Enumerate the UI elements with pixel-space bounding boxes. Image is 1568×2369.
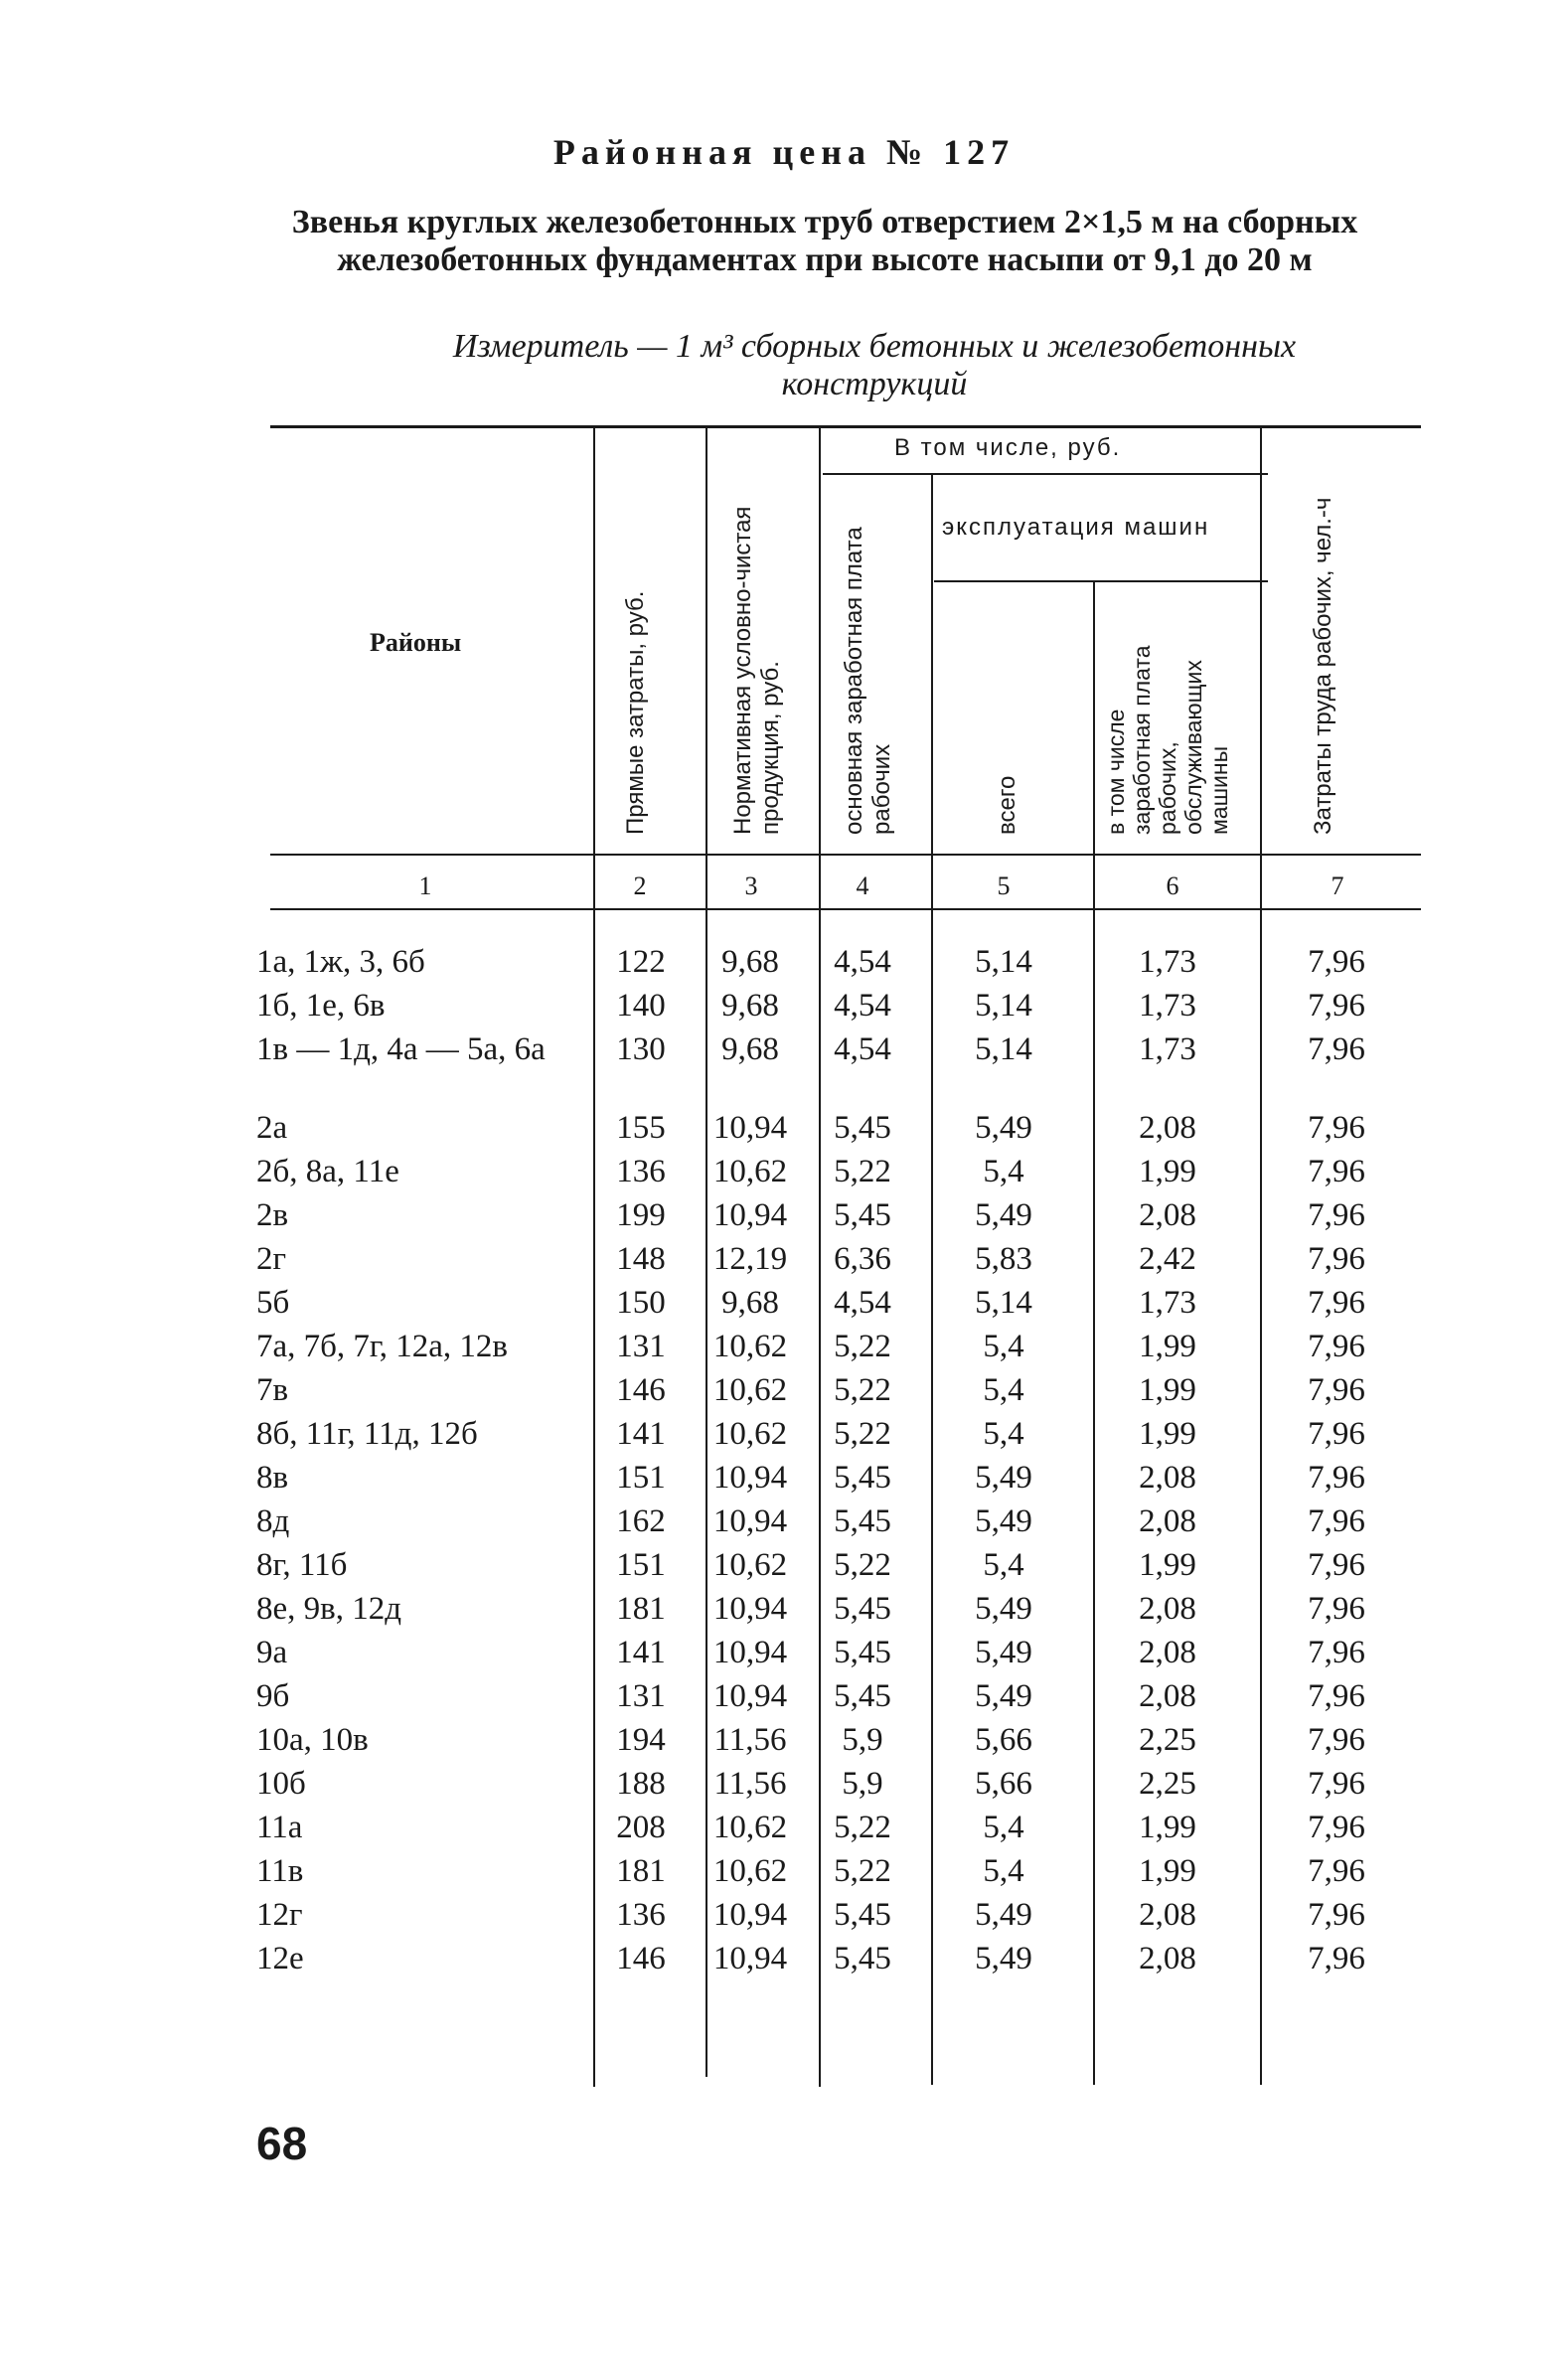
cell-rayon: 11а bbox=[256, 1810, 303, 1845]
cell-ekspluatatsiya-vsego: 5,66 bbox=[975, 1766, 1032, 1802]
cell-zatraty-truda: 7,96 bbox=[1308, 1197, 1365, 1233]
cell-osnovnaya-zarplata: 5,45 bbox=[834, 1941, 891, 1976]
table-row bbox=[0, 1503, 1568, 1547]
table-row bbox=[0, 1591, 1568, 1635]
column-number: 4 bbox=[856, 871, 869, 900]
cell-pryamye-zatraty: 151 bbox=[616, 1460, 666, 1496]
cell-osnovnaya-zarplata: 5,22 bbox=[834, 1810, 891, 1845]
cell-ekspluatatsiya-vsego: 5,14 bbox=[975, 1285, 1032, 1321]
header-normativnaya-produktsiya: Нормативная условно-чистая продукция, руб. bbox=[729, 506, 784, 835]
cell-normativnaya-produktsiya: 10,62 bbox=[712, 1853, 788, 1889]
cell-zarplata-mashinistov: 1,99 bbox=[1139, 1372, 1196, 1408]
cell-zarplata-mashinistov: 1,73 bbox=[1139, 944, 1196, 980]
table-row bbox=[0, 1941, 1568, 1984]
cell-zarplata-mashinistov: 2,08 bbox=[1139, 1897, 1196, 1933]
cell-normativnaya-produktsiya: 10,94 bbox=[712, 1591, 788, 1627]
cell-osnovnaya-zarplata: 5,22 bbox=[834, 1416, 891, 1452]
cell-zarplata-mashinistov: 2,08 bbox=[1139, 1591, 1196, 1627]
table-top-rule bbox=[270, 425, 1421, 428]
cell-ekspluatatsiya-vsego: 5,49 bbox=[975, 1591, 1032, 1627]
cell-zarplata-mashinistov: 2,25 bbox=[1139, 1766, 1196, 1802]
cell-normativnaya-produktsiya: 10,94 bbox=[712, 1503, 788, 1539]
table-row bbox=[0, 1547, 1568, 1591]
cell-ekspluatatsiya-vsego: 5,4 bbox=[983, 1416, 1024, 1452]
cell-ekspluatatsiya-vsego: 5,4 bbox=[983, 1547, 1024, 1583]
cell-rayon: 9б bbox=[256, 1678, 290, 1714]
cell-ekspluatatsiya-vsego: 5,4 bbox=[983, 1810, 1024, 1845]
table-row bbox=[0, 988, 1568, 1031]
cell-zatraty-truda: 7,96 bbox=[1308, 1591, 1365, 1627]
cell-zarplata-mashinistov: 1,73 bbox=[1139, 1285, 1196, 1321]
cell-pryamye-zatraty: 155 bbox=[616, 1110, 666, 1146]
cell-rayon: 12г bbox=[256, 1897, 303, 1933]
cell-normativnaya-produktsiya: 10,94 bbox=[712, 1897, 788, 1933]
cell-pryamye-zatraty: 130 bbox=[616, 1031, 666, 1067]
cell-pryamye-zatraty: 208 bbox=[616, 1810, 666, 1845]
cell-rayon: 8д bbox=[256, 1503, 290, 1539]
cell-zatraty-truda: 7,96 bbox=[1308, 1941, 1365, 1976]
cell-normativnaya-produktsiya: 9,68 bbox=[721, 944, 779, 980]
header-ekspluatatsiya-mashin: эксплуатация машин bbox=[942, 514, 1210, 541]
cell-zarplata-mashinistov: 2,08 bbox=[1139, 1941, 1196, 1976]
measure-unit: Измеритель — 1 м³ сборных бетонных и железобетонных конструкций bbox=[452, 328, 1297, 402]
cell-zarplata-mashinistov: 2,08 bbox=[1139, 1635, 1196, 1670]
cell-osnovnaya-zarplata: 4,54 bbox=[834, 1285, 891, 1321]
table-row bbox=[0, 1372, 1568, 1416]
cell-ekspluatatsiya-vsego: 5,14 bbox=[975, 1031, 1032, 1067]
cell-pryamye-zatraty: 188 bbox=[616, 1766, 666, 1802]
cell-zatraty-truda: 7,96 bbox=[1308, 1853, 1365, 1889]
cell-osnovnaya-zarplata: 5,9 bbox=[842, 1722, 883, 1758]
header-group-rule bbox=[823, 473, 1268, 475]
cell-osnovnaya-zarplata: 5,45 bbox=[834, 1503, 891, 1539]
header-subgroup-rule bbox=[934, 580, 1268, 582]
cell-pryamye-zatraty: 162 bbox=[616, 1503, 666, 1539]
table-row bbox=[0, 1154, 1568, 1197]
cell-pryamye-zatraty: 199 bbox=[616, 1197, 666, 1233]
table-row bbox=[0, 1853, 1568, 1897]
cell-zatraty-truda: 7,96 bbox=[1308, 1110, 1365, 1146]
column-number: 2 bbox=[633, 871, 647, 900]
cell-zatraty-truda: 7,96 bbox=[1308, 988, 1365, 1024]
table-row bbox=[0, 1460, 1568, 1503]
number-row-rule bbox=[270, 908, 1421, 910]
cell-pryamye-zatraty: 148 bbox=[616, 1241, 666, 1277]
cell-osnovnaya-zarplata: 6,36 bbox=[834, 1241, 891, 1277]
cell-rayon: 8е, 9в, 12д bbox=[256, 1591, 402, 1627]
cell-zarplata-mashinistov: 2,08 bbox=[1139, 1678, 1196, 1714]
cell-ekspluatatsiya-vsego: 5,83 bbox=[975, 1241, 1032, 1277]
table-row bbox=[0, 1031, 1568, 1075]
cell-zatraty-truda: 7,96 bbox=[1308, 1635, 1365, 1670]
header-bottom-rule bbox=[270, 854, 1421, 856]
page-title: Районная цена № 127 bbox=[552, 132, 1016, 172]
cell-zatraty-truda: 7,96 bbox=[1308, 1547, 1365, 1583]
table-row bbox=[0, 1241, 1568, 1285]
cell-osnovnaya-zarplata: 5,22 bbox=[834, 1853, 891, 1889]
column-number: 1 bbox=[418, 871, 432, 900]
column-number: 3 bbox=[744, 871, 758, 900]
cell-normativnaya-produktsiya: 9,68 bbox=[721, 1285, 779, 1321]
cell-normativnaya-produktsiya: 10,62 bbox=[712, 1416, 788, 1452]
table-row bbox=[0, 1897, 1568, 1941]
cell-osnovnaya-zarplata: 5,45 bbox=[834, 1635, 891, 1670]
cell-ekspluatatsiya-vsego: 5,49 bbox=[975, 1110, 1032, 1146]
cell-pryamye-zatraty: 131 bbox=[616, 1678, 666, 1714]
cell-rayon: 8в bbox=[256, 1460, 289, 1496]
cell-osnovnaya-zarplata: 5,45 bbox=[834, 1197, 891, 1233]
cell-pryamye-zatraty: 136 bbox=[616, 1897, 666, 1933]
cell-pryamye-zatraty: 194 bbox=[616, 1722, 666, 1758]
cell-osnovnaya-zarplata: 5,22 bbox=[834, 1329, 891, 1364]
cell-rayon: 1а, 1ж, 3, 6б bbox=[256, 944, 425, 980]
header-v-tom-chisle-zarplata-mashinistov: в том числе заработная плата рабочих, обслуживающих машины bbox=[1103, 645, 1232, 835]
cell-ekspluatatsiya-vsego: 5,49 bbox=[975, 1897, 1032, 1933]
cell-ekspluatatsiya-vsego: 5,49 bbox=[975, 1678, 1032, 1714]
cell-zatraty-truda: 7,96 bbox=[1308, 1722, 1365, 1758]
cell-zarplata-mashinistov: 1,99 bbox=[1139, 1154, 1196, 1189]
cell-osnovnaya-zarplata: 4,54 bbox=[834, 1031, 891, 1067]
column-number: 7 bbox=[1331, 871, 1344, 900]
header-rayony: Районы bbox=[370, 628, 462, 657]
cell-normativnaya-produktsiya: 10,94 bbox=[712, 1941, 788, 1976]
cell-ekspluatatsiya-vsego: 5,49 bbox=[975, 1635, 1032, 1670]
cell-rayon: 1в — 1д, 4а — 5а, 6а bbox=[256, 1031, 546, 1067]
cell-zatraty-truda: 7,96 bbox=[1308, 944, 1365, 980]
cell-zatraty-truda: 7,96 bbox=[1308, 1031, 1365, 1067]
cell-zatraty-truda: 7,96 bbox=[1308, 1897, 1365, 1933]
cell-zatraty-truda: 7,96 bbox=[1308, 1810, 1365, 1845]
cell-pryamye-zatraty: 140 bbox=[616, 988, 666, 1024]
cell-pryamye-zatraty: 181 bbox=[616, 1853, 666, 1889]
header-vsego: всего bbox=[994, 775, 1020, 835]
table-row bbox=[0, 1635, 1568, 1678]
cell-normativnaya-produktsiya: 9,68 bbox=[721, 988, 779, 1024]
cell-ekspluatatsiya-vsego: 5,49 bbox=[975, 1503, 1032, 1539]
cell-osnovnaya-zarplata: 4,54 bbox=[834, 988, 891, 1024]
cell-zarplata-mashinistov: 1,99 bbox=[1139, 1810, 1196, 1845]
cell-normativnaya-produktsiya: 12,19 bbox=[712, 1241, 788, 1277]
column-number: 6 bbox=[1166, 871, 1179, 900]
cell-normativnaya-produktsiya: 10,62 bbox=[712, 1810, 788, 1845]
table-row bbox=[0, 1678, 1568, 1722]
cell-ekspluatatsiya-vsego: 5,49 bbox=[975, 1197, 1032, 1233]
header-pryamye-zatraty: Прямые затраты, руб. bbox=[622, 590, 649, 835]
cell-normativnaya-produktsiya: 11,56 bbox=[713, 1722, 787, 1758]
cell-pryamye-zatraty: 181 bbox=[616, 1591, 666, 1627]
cell-zarplata-mashinistov: 2,25 bbox=[1139, 1722, 1196, 1758]
cell-normativnaya-produktsiya: 9,68 bbox=[721, 1031, 779, 1067]
cell-rayon: 10б bbox=[256, 1766, 306, 1802]
cell-rayon: 8г, 11б bbox=[256, 1547, 348, 1583]
cell-pryamye-zatraty: 151 bbox=[616, 1547, 666, 1583]
cell-pryamye-zatraty: 136 bbox=[616, 1154, 666, 1189]
table-row bbox=[0, 1285, 1568, 1329]
table-row bbox=[0, 1810, 1568, 1853]
cell-zarplata-mashinistov: 2,08 bbox=[1139, 1110, 1196, 1146]
cell-ekspluatatsiya-vsego: 5,49 bbox=[975, 1460, 1032, 1496]
cell-zarplata-mashinistov: 2,08 bbox=[1139, 1197, 1196, 1233]
cell-zarplata-mashinistov: 2,42 bbox=[1139, 1241, 1196, 1277]
cell-normativnaya-produktsiya: 10,94 bbox=[712, 1197, 788, 1233]
cell-rayon: 5б bbox=[256, 1285, 290, 1321]
cell-osnovnaya-zarplata: 5,22 bbox=[834, 1154, 891, 1189]
header-v-tom-chisle: В том числе, руб. bbox=[894, 434, 1122, 461]
cell-zarplata-mashinistov: 1,73 bbox=[1139, 988, 1196, 1024]
page-subtitle: Звенья круглых железобетонных труб отверстием 2×1,5 м на сборных железобетонных фундаментах при высоте насыпи от 9,1 до 20 м bbox=[291, 204, 1358, 278]
cell-rayon: 2г bbox=[256, 1241, 287, 1277]
cell-normativnaya-produktsiya: 10,62 bbox=[712, 1547, 788, 1583]
cell-normativnaya-produktsiya: 11,56 bbox=[713, 1766, 787, 1802]
table-row bbox=[0, 1722, 1568, 1766]
header-osnovnaya-zarplata: основная заработная плата рабочих bbox=[841, 527, 895, 835]
cell-osnovnaya-zarplata: 5,45 bbox=[834, 1678, 891, 1714]
cell-ekspluatatsiya-vsego: 5,4 bbox=[983, 1329, 1024, 1364]
cell-zarplata-mashinistov: 1,99 bbox=[1139, 1416, 1196, 1452]
cell-ekspluatatsiya-vsego: 5,4 bbox=[983, 1853, 1024, 1889]
cell-ekspluatatsiya-vsego: 5,14 bbox=[975, 944, 1032, 980]
cell-normativnaya-produktsiya: 10,62 bbox=[712, 1329, 788, 1364]
cell-zatraty-truda: 7,96 bbox=[1308, 1678, 1365, 1714]
cell-pryamye-zatraty: 131 bbox=[616, 1329, 666, 1364]
cell-zatraty-truda: 7,96 bbox=[1308, 1460, 1365, 1496]
cell-ekspluatatsiya-vsego: 5,4 bbox=[983, 1372, 1024, 1408]
cell-osnovnaya-zarplata: 5,22 bbox=[834, 1372, 891, 1408]
cell-zatraty-truda: 7,96 bbox=[1308, 1285, 1365, 1321]
cell-osnovnaya-zarplata: 4,54 bbox=[834, 944, 891, 980]
cell-zarplata-mashinistov: 1,73 bbox=[1139, 1031, 1196, 1067]
cell-ekspluatatsiya-vsego: 5,4 bbox=[983, 1154, 1024, 1189]
cell-normativnaya-produktsiya: 10,94 bbox=[712, 1460, 788, 1496]
cell-zarplata-mashinistov: 1,99 bbox=[1139, 1547, 1196, 1583]
cell-osnovnaya-zarplata: 5,45 bbox=[834, 1897, 891, 1933]
table-row bbox=[0, 944, 1568, 988]
cell-pryamye-zatraty: 150 bbox=[616, 1285, 666, 1321]
cell-pryamye-zatraty: 141 bbox=[616, 1416, 666, 1452]
page-number: 68 bbox=[256, 2118, 308, 2169]
cell-rayon: 12е bbox=[256, 1941, 304, 1976]
cell-zarplata-mashinistov: 2,08 bbox=[1139, 1503, 1196, 1539]
cell-zatraty-truda: 7,96 bbox=[1308, 1241, 1365, 1277]
cell-ekspluatatsiya-vsego: 5,49 bbox=[975, 1941, 1032, 1976]
table-row bbox=[0, 1766, 1568, 1810]
column-number: 5 bbox=[997, 871, 1011, 900]
cell-ekspluatatsiya-vsego: 5,66 bbox=[975, 1722, 1032, 1758]
table-row bbox=[0, 1416, 1568, 1460]
cell-rayon: 11в bbox=[256, 1853, 304, 1889]
cell-pryamye-zatraty: 141 bbox=[616, 1635, 666, 1670]
cell-zarplata-mashinistov: 1,99 bbox=[1139, 1853, 1196, 1889]
cell-normativnaya-produktsiya: 10,94 bbox=[712, 1678, 788, 1714]
cell-zarplata-mashinistov: 2,08 bbox=[1139, 1460, 1196, 1496]
cell-rayon: 8б, 11г, 11д, 12б bbox=[256, 1416, 478, 1452]
cell-zatraty-truda: 7,96 bbox=[1308, 1372, 1365, 1408]
cell-zatraty-truda: 7,96 bbox=[1308, 1416, 1365, 1452]
cell-normativnaya-produktsiya: 10,62 bbox=[712, 1372, 788, 1408]
cell-osnovnaya-zarplata: 5,45 bbox=[834, 1591, 891, 1627]
cell-rayon: 9а bbox=[256, 1635, 288, 1670]
cell-osnovnaya-zarplata: 5,45 bbox=[834, 1110, 891, 1146]
cell-zatraty-truda: 7,96 bbox=[1308, 1766, 1365, 1802]
table-row bbox=[0, 1329, 1568, 1372]
cell-rayon: 7а, 7б, 7г, 12а, 12в bbox=[256, 1329, 508, 1364]
cell-pryamye-zatraty: 122 bbox=[616, 944, 666, 980]
table-row bbox=[0, 1197, 1568, 1241]
cell-normativnaya-produktsiya: 10,62 bbox=[712, 1154, 788, 1189]
cell-zatraty-truda: 7,96 bbox=[1308, 1154, 1365, 1189]
table-row bbox=[0, 1110, 1568, 1154]
cell-rayon: 7в bbox=[256, 1372, 289, 1408]
cell-pryamye-zatraty: 146 bbox=[616, 1372, 666, 1408]
cell-zatraty-truda: 7,96 bbox=[1308, 1329, 1365, 1364]
cell-zarplata-mashinistov: 1,99 bbox=[1139, 1329, 1196, 1364]
cell-osnovnaya-zarplata: 5,22 bbox=[834, 1547, 891, 1583]
cell-normativnaya-produktsiya: 10,94 bbox=[712, 1110, 788, 1146]
cell-rayon: 2а bbox=[256, 1110, 288, 1146]
cell-ekspluatatsiya-vsego: 5,14 bbox=[975, 988, 1032, 1024]
cell-rayon: 10а, 10в bbox=[256, 1722, 369, 1758]
header-zatraty-truda: Затраты труда рабочих, чел.-ч bbox=[1310, 497, 1336, 835]
cell-rayon: 2в bbox=[256, 1197, 289, 1233]
cell-rayon: 1б, 1е, 6в bbox=[256, 988, 386, 1024]
cell-pryamye-zatraty: 146 bbox=[616, 1941, 666, 1976]
cell-osnovnaya-zarplata: 5,9 bbox=[842, 1766, 883, 1802]
cell-normativnaya-produktsiya: 10,94 bbox=[712, 1635, 788, 1670]
cell-osnovnaya-zarplata: 5,45 bbox=[834, 1460, 891, 1496]
cell-rayon: 2б, 8а, 11е bbox=[256, 1154, 399, 1189]
cell-zatraty-truda: 7,96 bbox=[1308, 1503, 1365, 1539]
